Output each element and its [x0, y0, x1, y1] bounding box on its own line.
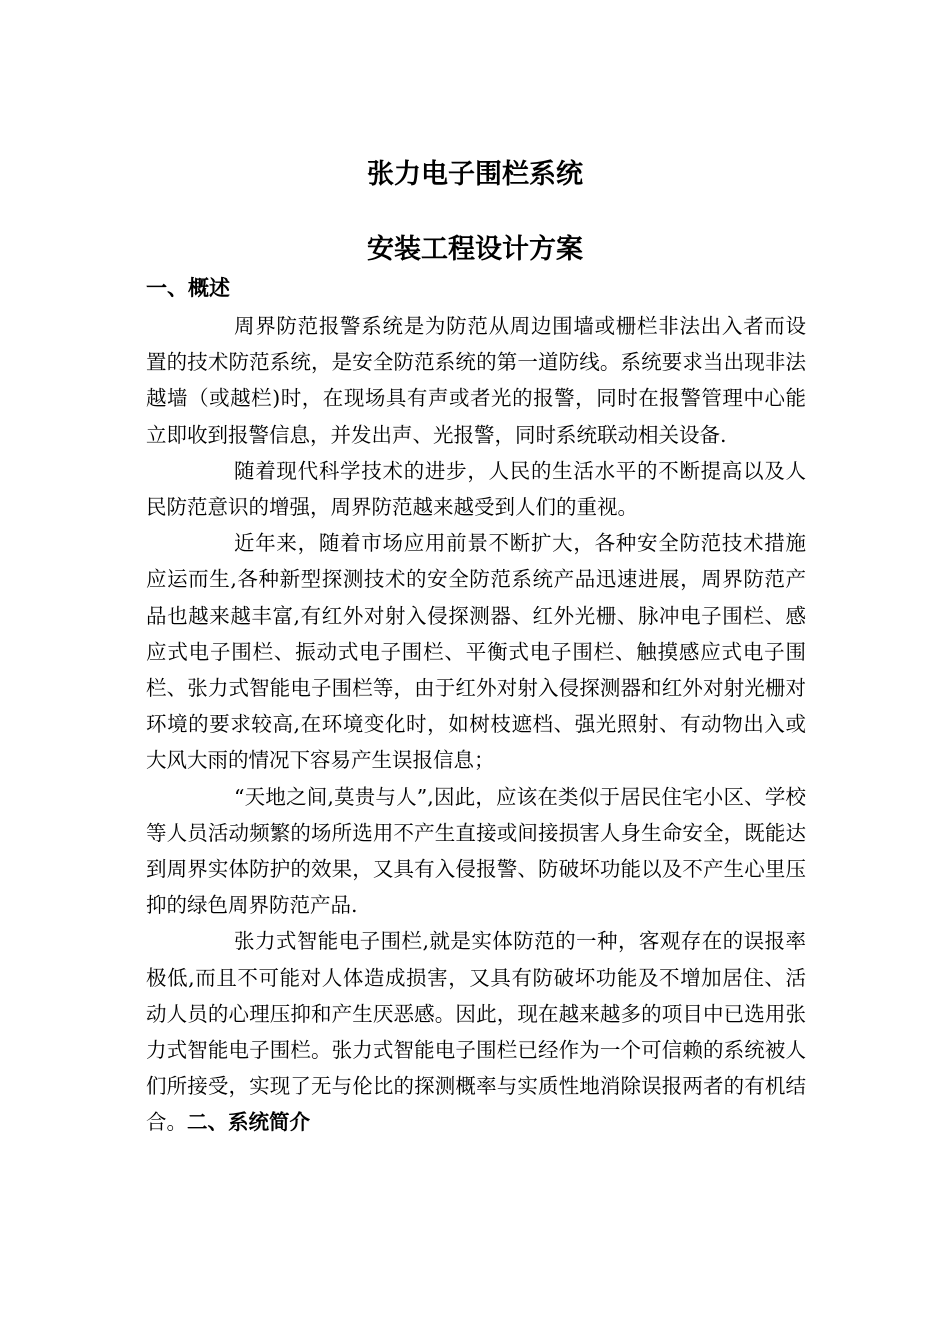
paragraph-2: 随着现代科学技术的进步，人民的生活水平的不断提高以及人民防范意识的增强，周界防范越来越受到人们的重视。 — [146, 458, 806, 520]
document-title-line1: 张力电子围栏系统 — [367, 159, 583, 190]
section-heading-system-intro: 二、系统简介 — [187, 1110, 310, 1135]
paragraph-3: 近年来，随着市场应用前景不断扩大，各种安全防范技术措施应运而生,各种新型探测技术的安全防范系统产品迅速进展，周界防范产品也越来越丰富,有红外对射入侵探测器、红外光栅、脉冲电子围栏、感应式电子围栏、振动式电子围栏、平衡式电子围栏、触摸感应式电子围栏、张力式智能电子围栏等，由于红外对射入侵探测器和红外对射光栅对环境的要求较高,在环境变化时，如树枝遮档、强光照射、有动物出入或大风大雨的情况下容易产生误报信息； — [146, 531, 806, 773]
section-heading-overview: 一、概述 — [146, 276, 230, 300]
paragraph-5-text: 张力式智能电子围栏,就是实体防范的一种，客观存在的误报率极低,而且不可能对人体造成损害，又具有防破坏功能及不增加居住、活动人员的心理压抑和产生厌恶感。因此，现在越来越多的项目中已选用张力式智能电子围栏。张力式智能电子围栏已经作为一个可信赖的系统被人们所接受，实现了无与伦比的探测概率与实质性地消除误报两者的有机结合。 — [146, 929, 806, 1135]
paragraph-4: “天地之间,莫贵与人”,因此，应该在类似于居民住宅小区、学校等人员活动频繁的场所选用不产生直接或间接损害人身生命安全，既能达到周界实体防护的效果，又具有入侵报警、防破坏功能以及不产生心里压抑的绿色周界防范产品. — [146, 784, 806, 918]
paragraph-5 — [146, 923, 806, 1140]
document-body — [146, 308, 806, 1141]
paragraph-1: 周界防范报警系统是为防范从周边围墙或栅栏非法出入者而设置的技术防范系统，是安全防范系统的第一道防线。系统要求当出现非法越墙（或越栏)时，在现场具有声或者光的报警，同时在报警管理中心能立即收到报警信息，并发出声、光报警，同时系统联动相关设备. — [146, 314, 806, 447]
document-title-line2: 安装工程设计方案 — [367, 234, 583, 265]
